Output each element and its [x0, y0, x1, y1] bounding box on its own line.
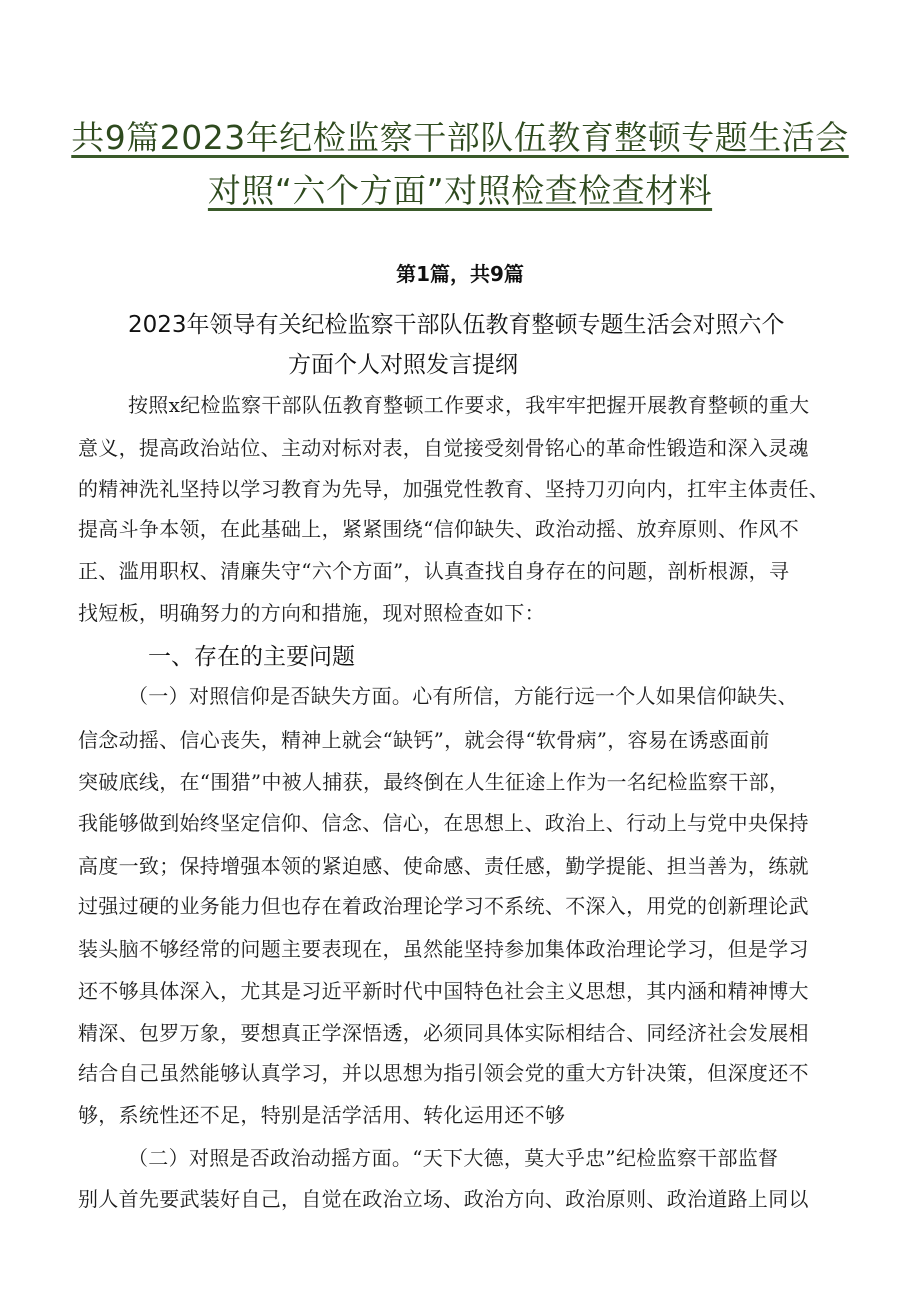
paragraph-line: 提高斗争本领，在此基础上，紧紧围绕“信仰缺失、政治动摇、放弃原则、作风不 [78, 517, 800, 541]
article-subtitle-line2: 方面个人对照发言提纲 [288, 352, 518, 378]
paragraph-line: 别人首先要武装好自己，自觉在政治立场、政治方向、政治原则、政治道路上同以 [78, 1187, 809, 1211]
paragraph-line: 按照x纪检监察干部队伍教育整顿工作要求，我牢牢把握开展教育整顿的重大 [128, 393, 810, 417]
paragraph-line: 意义，提高政治站位、主动对标对表，自觉接受刻骨铭心的革命性锻造和深入灵魂 [78, 436, 809, 460]
paragraph-line: 过强过硬的业务能力但也存在着政治理论学习不系统、不深入，用党的创新理论武 [78, 894, 809, 918]
document-title-line1: 共9篇2023年纪检监察干部队伍教育整顿专题生活会 [71, 118, 849, 157]
paragraph-line: 精深、包罗万象，要想真正学深悟透，必须同具体实际相结合、同经济社会发展相 [78, 1021, 809, 1045]
paragraph-line: 正、滥用职权、清廉失守“六个方面”，认真查找自身存在的问题，剖析根源，寻 [78, 559, 790, 583]
article-number: 第1篇，共9篇 [396, 262, 524, 286]
document-title-line2: 对照“六个方面”对照检查检查材料 [207, 171, 713, 210]
paragraph-line: 装头脑不够经常的问题主要表现在，虽然能坚持参加集体政治理论学习，但是学习 [78, 937, 809, 961]
paragraph-line: 找短板，明确努力的方向和措施，现对照检查如下： [78, 601, 545, 625]
paragraph-line: 信念动摇、信心丧失，精神上就会“缺钙”，就会得“软骨病”，容易在诱惑面前 [78, 728, 770, 752]
paragraph-line: 我能够做到始终坚定信仰、信念、信心，在思想上、政治上、行动上与党中央保持 [78, 811, 809, 835]
paragraph-line: 的精神洗礼坚持以学习教育为先导，加强党性教育、坚持刀刃向内，扛牢主体责任、 [78, 477, 830, 501]
article-subtitle-line1: 2023年领导有关纪检监察干部队伍教育整顿专题生活会对照六个 [128, 312, 785, 338]
section-heading: 一、存在的主要问题 [148, 644, 355, 670]
paragraph-line: 突破底线，在“围猎”中被人捕获，最终倒在人生征途上作为一名纪检监察干部， [78, 770, 790, 794]
paragraph-line: （一）对照信仰是否缺失方面。心有所信，方能行远一个人如果信仰缺失、 [128, 684, 798, 708]
paragraph-line: 还不够具体深入，尤其是习近平新时代中国特色社会主义思想，其内涵和精神博大 [78, 979, 809, 1003]
paragraph-line: （二）对照是否政治动摇方面。“天下大德，莫大乎忠”纪检监察干部监督 [128, 1146, 779, 1170]
paragraph-line: 高度一致；保持增强本领的紧迫感、使命感、责任感，勤学提能、担当善为，练就 [78, 854, 809, 878]
paragraph-line: 结合自己虽然能够认真学习，并以思想为指引领会党的重大方针决策，但深度还不 [78, 1061, 809, 1085]
paragraph-line: 够，系统性还不足，特别是活学活用、转化运用还不够 [78, 1103, 566, 1127]
